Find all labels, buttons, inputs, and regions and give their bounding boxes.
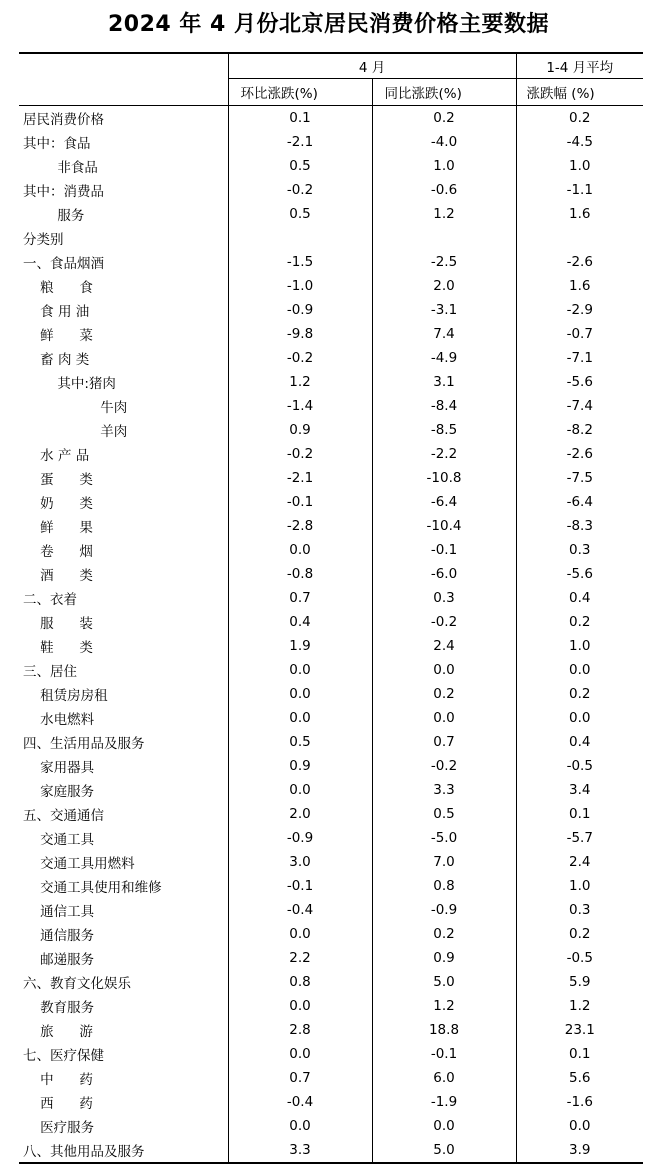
row-label: 西 药 [19, 1090, 228, 1114]
table-row [19, 1114, 643, 1138]
row-label: 水电燃料 [19, 706, 228, 730]
table-row [19, 562, 643, 586]
table-row [19, 1018, 643, 1042]
row-ytd-value: 5.9 [569, 974, 591, 990]
table-row [19, 154, 643, 178]
row-ytd-value: 23.1 [564, 1022, 595, 1038]
row-mom-value: -0.2 [228, 442, 372, 466]
row-mom-value: 0.7 [228, 1066, 372, 1090]
row-label: 六、教育文化娱乐 [19, 970, 228, 994]
row-ytd-value: -7.1 [566, 350, 593, 366]
row-yoy-value: 2.4 [372, 634, 516, 658]
header-row-columns [19, 79, 643, 106]
row-mom-value: -0.4 [228, 898, 372, 922]
row-yoy-value: 7.0 [372, 850, 516, 874]
row-ytd-value: -2.6 [566, 446, 593, 462]
row-label: 酒 类 [19, 562, 228, 586]
table-row [19, 970, 643, 994]
row-yoy-value: 0.0 [372, 658, 516, 682]
table-row [19, 250, 643, 274]
row-yoy-value: -2.2 [372, 442, 516, 466]
row-label: 畜 肉 类 [19, 346, 228, 370]
row-yoy-value: 3.1 [372, 370, 516, 394]
table-row [19, 226, 643, 250]
row-ytd-value: 0.2 [569, 686, 591, 702]
table-row [19, 610, 643, 634]
row-ytd-value: 0.4 [569, 734, 591, 750]
row-yoy-value: 1.2 [372, 202, 516, 226]
row-mom-value: 0.5 [228, 730, 372, 754]
row-mom-value: -2.1 [228, 466, 372, 490]
row-label: 服 装 [19, 610, 228, 634]
row-label: 交通工具使用和维修 [19, 874, 228, 898]
row-label: 鞋 类 [19, 634, 228, 658]
row-yoy-value: 0.2 [372, 682, 516, 706]
row-label: 非食品 [19, 154, 228, 178]
row-mom-value: -1.5 [228, 250, 372, 274]
row-mom-value: 2.8 [228, 1018, 372, 1042]
header-mom: 环比涨跌(%) [228, 79, 372, 106]
row-yoy-value: -4.9 [372, 346, 516, 370]
row-mom-value: 0.4 [228, 610, 372, 634]
row-mom-value: 0.0 [228, 778, 372, 802]
row-mom-value: -0.2 [228, 346, 372, 370]
row-label: 羊肉 [19, 418, 228, 442]
row-label: 七、医疗保健 [19, 1042, 228, 1066]
row-ytd-value: -6.4 [566, 494, 593, 510]
row-yoy-value: 1.0 [372, 154, 516, 178]
row-yoy-value: -10.8 [372, 466, 516, 490]
header-group-ytd: 1-4 月平均 [516, 53, 643, 79]
table-row [19, 1090, 643, 1114]
header-row-groups [19, 53, 643, 79]
row-mom-value: -0.1 [228, 490, 372, 514]
row-mom-value [228, 226, 372, 250]
row-yoy-value: 0.9 [372, 946, 516, 970]
row-label: 一、食品烟酒 [19, 250, 228, 274]
table-row [19, 538, 643, 562]
row-label: 奶 类 [19, 490, 228, 514]
row-mom-value: -2.1 [228, 130, 372, 154]
table-row [19, 1042, 643, 1066]
row-yoy-value: 0.0 [372, 1114, 516, 1138]
row-ytd-value: 1.6 [569, 206, 591, 222]
row-yoy-value: -6.0 [372, 562, 516, 586]
row-label: 四、生活用品及服务 [19, 730, 228, 754]
row-ytd-value: 3.4 [569, 782, 591, 798]
row-label: 通信工具 [19, 898, 228, 922]
table-row [19, 826, 643, 850]
row-yoy-value: 3.3 [372, 778, 516, 802]
row-ytd-value: 0.0 [569, 662, 591, 678]
row-yoy-value: 0.8 [372, 874, 516, 898]
row-mom-value: 3.3 [228, 1138, 372, 1163]
table-row [19, 466, 643, 490]
row-mom-value: -9.8 [228, 322, 372, 346]
row-mom-value: -0.9 [228, 298, 372, 322]
row-ytd-value: -5.6 [566, 374, 593, 390]
row-ytd-value: 0.3 [569, 542, 591, 558]
row-label: 居民消费价格 [19, 106, 228, 131]
row-mom-value: 0.9 [228, 418, 372, 442]
table-row [19, 178, 643, 202]
row-label: 水 产 品 [19, 442, 228, 466]
row-label: 其中:猪肉 [19, 370, 228, 394]
table-row [19, 898, 643, 922]
table-row [19, 634, 643, 658]
row-label: 三、居住 [19, 658, 228, 682]
row-ytd-value: 1.2 [569, 998, 591, 1014]
table-row [19, 394, 643, 418]
row-mom-value: 0.0 [228, 538, 372, 562]
row-yoy-value: -0.6 [372, 178, 516, 202]
row-yoy-value: 0.2 [372, 922, 516, 946]
row-yoy-value: 7.4 [372, 322, 516, 346]
row-yoy-value: -5.0 [372, 826, 516, 850]
page-title: 2024 年 4 月份北京居民消费价格主要数据 [107, 12, 550, 37]
row-label: 家庭服务 [19, 778, 228, 802]
table-row [19, 658, 643, 682]
row-label: 鲜 菜 [19, 322, 228, 346]
row-mom-value: -0.8 [228, 562, 372, 586]
header-yoy: 同比涨跌(%) [372, 79, 516, 106]
table-row [19, 874, 643, 898]
row-label: 二、衣着 [19, 586, 228, 610]
row-label: 食 用 油 [19, 298, 228, 322]
row-ytd-value: -8.3 [566, 518, 593, 534]
table-row [19, 922, 643, 946]
row-label: 中 药 [19, 1066, 228, 1090]
row-yoy-value: -1.9 [372, 1090, 516, 1114]
row-ytd-value: 3.9 [516, 1138, 643, 1163]
row-label: 鲜 果 [19, 514, 228, 538]
row-mom-value: -1.0 [228, 274, 372, 298]
row-mom-value: 0.9 [228, 754, 372, 778]
row-yoy-value: -10.4 [372, 514, 516, 538]
row-yoy-value: -0.2 [372, 754, 516, 778]
row-yoy-value: -4.0 [372, 130, 516, 154]
row-ytd-value: -7.4 [566, 398, 593, 414]
table-row [19, 730, 643, 754]
row-mom-value: 0.0 [228, 994, 372, 1018]
row-yoy-value: 5.0 [372, 1138, 516, 1163]
row-yoy-value: 1.2 [372, 994, 516, 1018]
table-row [19, 370, 643, 394]
table-row [19, 442, 643, 466]
table-row [19, 586, 643, 610]
row-label: 其中：消费品 [19, 178, 228, 202]
row-label: 蛋 类 [19, 466, 228, 490]
row-mom-value: 1.9 [228, 634, 372, 658]
table-row [19, 850, 643, 874]
row-ytd-value: 2.4 [569, 854, 591, 870]
row-ytd-value: 0.2 [569, 110, 591, 126]
table-row [19, 682, 643, 706]
row-yoy-value: -3.1 [372, 298, 516, 322]
table-row [19, 202, 643, 226]
row-yoy-value: -6.4 [372, 490, 516, 514]
row-ytd-value: -0.7 [566, 326, 593, 342]
row-ytd-value [516, 226, 643, 250]
row-ytd-value: 5.6 [569, 1070, 591, 1086]
row-mom-value: 0.0 [228, 922, 372, 946]
row-yoy-value: -0.1 [372, 538, 516, 562]
row-ytd-value: -0.5 [566, 950, 593, 966]
row-yoy-value: 0.2 [372, 106, 516, 131]
row-label: 其中：食品 [19, 130, 228, 154]
row-label: 交通工具 [19, 826, 228, 850]
row-label: 通信服务 [19, 922, 228, 946]
row-label: 家用器具 [19, 754, 228, 778]
row-mom-value: 2.0 [228, 802, 372, 826]
row-ytd-value: 0.0 [569, 710, 591, 726]
row-ytd-value: -5.6 [566, 566, 593, 582]
row-ytd-value: -1.6 [566, 1094, 593, 1110]
row-yoy-value: -0.1 [372, 1042, 516, 1066]
row-label: 医疗服务 [19, 1114, 228, 1138]
row-label: 交通工具用燃料 [19, 850, 228, 874]
row-ytd-value: -7.5 [566, 470, 593, 486]
row-yoy-value: -0.2 [372, 610, 516, 634]
table-row [19, 946, 643, 970]
row-yoy-value: 18.8 [372, 1018, 516, 1042]
row-ytd-value: -2.9 [566, 302, 593, 318]
table-row [19, 778, 643, 802]
row-yoy-value: 0.5 [372, 802, 516, 826]
row-mom-value: 0.0 [228, 706, 372, 730]
row-yoy-value: 0.3 [372, 586, 516, 610]
row-yoy-value: -2.5 [372, 250, 516, 274]
row-mom-value: -0.4 [228, 1090, 372, 1114]
row-yoy-value: 0.7 [372, 730, 516, 754]
row-ytd-value: 0.1 [569, 1046, 591, 1062]
table-row [19, 514, 643, 538]
row-mom-value: 0.0 [228, 1114, 372, 1138]
row-yoy-value [372, 226, 516, 250]
row-ytd-value: 0.3 [569, 902, 591, 918]
header-blank [19, 79, 228, 106]
row-mom-value: -0.2 [228, 178, 372, 202]
header-blank [19, 53, 228, 79]
row-mom-value: 0.8 [228, 970, 372, 994]
row-ytd-value: 0.0 [569, 1118, 591, 1134]
row-ytd-value: 0.4 [569, 590, 591, 606]
row-ytd-value: 1.6 [569, 278, 591, 294]
row-mom-value: 0.0 [228, 1042, 372, 1066]
row-ytd-value: -8.2 [566, 422, 593, 438]
row-yoy-value: -8.5 [372, 418, 516, 442]
row-label: 旅 游 [19, 1018, 228, 1042]
row-label: 邮递服务 [19, 946, 228, 970]
row-label: 八、其他用品及服务 [19, 1138, 228, 1163]
row-label: 牛肉 [19, 394, 228, 418]
table-row [19, 1066, 643, 1090]
table-row [19, 994, 643, 1018]
row-mom-value: 2.2 [228, 946, 372, 970]
row-mom-value: -2.8 [228, 514, 372, 538]
row-ytd-value: 1.0 [569, 878, 591, 894]
row-mom-value: -1.4 [228, 394, 372, 418]
row-yoy-value: 6.0 [372, 1066, 516, 1090]
row-label: 服务 [19, 202, 228, 226]
row-mom-value: 0.5 [228, 202, 372, 226]
row-mom-value: 1.2 [228, 370, 372, 394]
table-row [19, 418, 643, 442]
row-label: 五、交通通信 [19, 802, 228, 826]
row-ytd-value: 1.0 [569, 638, 591, 654]
row-mom-value: -0.9 [228, 826, 372, 850]
table-row [19, 106, 643, 131]
row-mom-value: 0.1 [228, 106, 372, 131]
row-ytd-value: -0.5 [566, 758, 593, 774]
table-row [19, 706, 643, 730]
row-yoy-value: -8.4 [372, 394, 516, 418]
table-row [19, 322, 643, 346]
row-ytd-value: -4.5 [566, 134, 593, 150]
row-mom-value: 0.7 [228, 586, 372, 610]
row-ytd-value: -1.1 [566, 182, 593, 198]
row-ytd-value: 0.1 [569, 806, 591, 822]
row-yoy-value: 2.0 [372, 274, 516, 298]
row-mom-value: 3.0 [228, 850, 372, 874]
table-row [19, 490, 643, 514]
table-row [19, 346, 643, 370]
row-mom-value: 0.0 [228, 658, 372, 682]
row-mom-value: 0.5 [228, 154, 372, 178]
row-ytd-value: 1.0 [569, 158, 591, 174]
row-ytd-value: 0.2 [569, 614, 591, 630]
row-label: 租赁房房租 [19, 682, 228, 706]
row-ytd-value: 0.2 [569, 926, 591, 942]
cpi-table [19, 52, 643, 1164]
row-yoy-value: 5.0 [372, 970, 516, 994]
row-mom-value: -0.1 [228, 874, 372, 898]
table-row [19, 1138, 643, 1163]
row-yoy-value: -0.9 [372, 898, 516, 922]
row-label: 分类别 [19, 226, 228, 250]
row-ytd-value: -2.6 [566, 254, 593, 270]
table-row [19, 130, 643, 154]
table-row [19, 274, 643, 298]
row-label: 粮 食 [19, 274, 228, 298]
table-row [19, 754, 643, 778]
table-row [19, 298, 643, 322]
row-label: 卷 烟 [19, 538, 228, 562]
header-ytd: 涨跌幅 (%) [516, 79, 643, 106]
row-label: 教育服务 [19, 994, 228, 1018]
row-ytd-value: -5.7 [566, 830, 593, 846]
table-row [19, 802, 643, 826]
row-mom-value: 0.0 [228, 682, 372, 706]
row-yoy-value: 0.0 [372, 706, 516, 730]
header-group-april: 4 月 [228, 53, 516, 79]
